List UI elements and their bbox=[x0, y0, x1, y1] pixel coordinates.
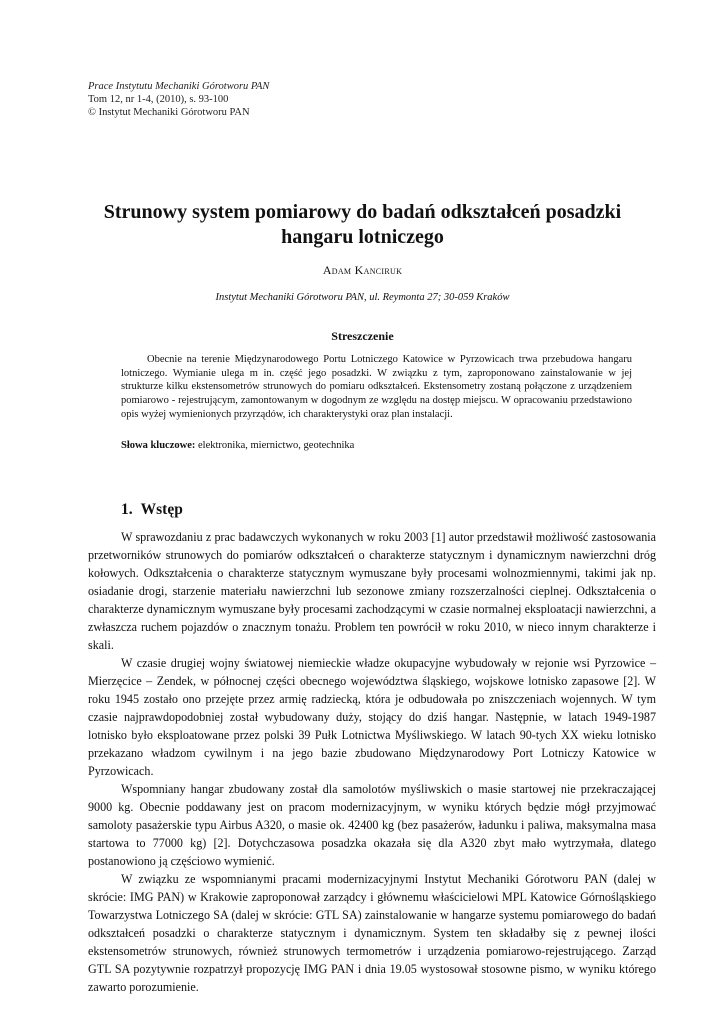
keywords-label: Słowa kluczowe: bbox=[121, 440, 196, 451]
keywords-line bbox=[121, 439, 632, 452]
author-name: Adam Kanciruk bbox=[322, 263, 403, 277]
journal-copyright: © Instytut Mechaniki Górotworu PAN bbox=[88, 107, 250, 118]
section-heading bbox=[121, 501, 183, 519]
body-paragraph: W czasie drugiej wojny światowej niemieckie władze okupacyjne wybudowały w rejonie wsi Pyrzowice – Mierzęcice – Zendek, w północnej części obecnego województwa śląskiego, wojskowe lotnisko zapasowe [2]. W roku 1945 zostało ono przejęte przez armię radziecką, która je odbudowała po zniszczeniach wojennych. W tym czasie najprawdopodobniej został wybudowany duży, stojący do dziś hangar. Następnie, w latach 1949-1987 lotnisko było eksploatowane przez polski 39 Pułk Lotnictwa Myśliwskiego. W latach 90-tych XX wieku lotnisko przekazano władzom cywilnym i na jego bazie zbudowano Międzynarodowy Port Lotniczy Katowice w Pyrzowicach. bbox=[88, 656, 656, 778]
paper-title bbox=[60, 200, 665, 250]
section-body bbox=[88, 528, 656, 996]
paper-title-line-1: Strunowy system pomiarowy do badań odkształceń posadzki bbox=[103, 201, 622, 223]
body-paragraph: Wspomniany hangar zbudowany został dla samolotów myśliwskich o masie startowej nie przekraczającej 9000 kg. Obecnie poddawany jest on pracom modernizacyjnym, w wyniku których będzie mógł przyjmować samoloty pasażerskie typu Airbus A320, o masie ok. 42400 kg (bez pasażerów, ładunku i paliwa, maksymalna masa startowa to 77000 kg) [2]. Dotychczasowa posadzka okazała się dla A320 zbyt mało wytrzymała, dlatego postanowiono ją częściowo wymienić. bbox=[88, 782, 656, 868]
abstract-text: Obecnie na terenie Międzynarodowego Portu Lotniczego Katowice w Pyrzowicach trwa przebudowa hangaru lotniczego. Wymianie ulega m in. część jego posadzki. W związku z tym, zaproponowano zainstalowanie w jej strukturze kilku ekstensometrów strunowych do pomiaru odkształceń. Ekstensometry zostaną połączone z urządzeniem pomiarowo - rejestrującym, zamontowanym w dogodnym ze względu na dostęp miejscu. W opracowaniu przedstawiono opis wyżej wymienionych przyrządów, ich charakterystyki oraz plan instalacji. bbox=[121, 354, 632, 420]
abstract-heading: Streszczenie bbox=[331, 329, 394, 343]
section-title: Wstęp bbox=[140, 501, 183, 518]
author-affiliation: Instytut Mechaniki Górotworu PAN, ul. Reymonta 27; 30-059 Kraków bbox=[215, 292, 510, 303]
keywords-list: elektronika, miernictwo, geotechnika bbox=[198, 440, 355, 451]
journal-volume: Tom 12, nr 1-4, (2010), s. 93-100 bbox=[88, 94, 229, 105]
section-number: 1. bbox=[121, 501, 133, 518]
body-paragraph: W związku ze wspomnianymi pracami modernizacyjnymi Instytut Mechaniki Górotworu PAN (dalej w skrócie: IMG PAN) w Krakowie zaproponował zarządcy i głównemu właścicielowi MPL Katowice Górnośląskiego Towarzystwa Lotniczego SA (dalej w skrócie: GTL SA) zainstalowanie w hangarze systemu pomiarowego do badań odkształceń posadzki o charakterze statycznym i dynamicznym. System ten składałby się z pewnej ilości ekstensometrów strunowych, również strunowych termometrów i urządzenia pomiarowo-rejestrującego. Zarząd GTL SA pozytywnie rozpatrzył propozycję IMG PAN i dnia 19.05 wystosował stosowne pismo, w wyniku którego zawarto porozumienie. bbox=[88, 872, 656, 994]
journal-name: Prace Instytutu Mechaniki Górotworu PAN bbox=[88, 81, 270, 92]
body-paragraph: W sprawozdaniu z prac badawczych wykonanych w roku 2003 [1] autor przedstawił możliwość zastosowania przetworników strunowych do pomiarów odkształceń o charakterze statycznym i dynamicznym nawierzchni dróg kołowych. Odkształcenia o charakterze statycznym wymuszane były procesami wolnozmiennymi, takimi jak np. osiadanie drogi, starzenie materiału nawierzchni lub sezonowe zmiany rozszerzalności cieplnej. Odkształcenia o charakterze dynamicznym wymuszane były procesami zachodzącymi w czasie normalnej eksploatacji nawierzchni, a zwłaszcza ruchem pojazdów o znacznym tonażu. Problem ten powrócił w roku 2010, w nieco innym charakterze i skali. bbox=[88, 530, 656, 652]
journal-header bbox=[88, 80, 269, 119]
paper-title-line-2: hangaru lotniczego bbox=[281, 226, 444, 248]
